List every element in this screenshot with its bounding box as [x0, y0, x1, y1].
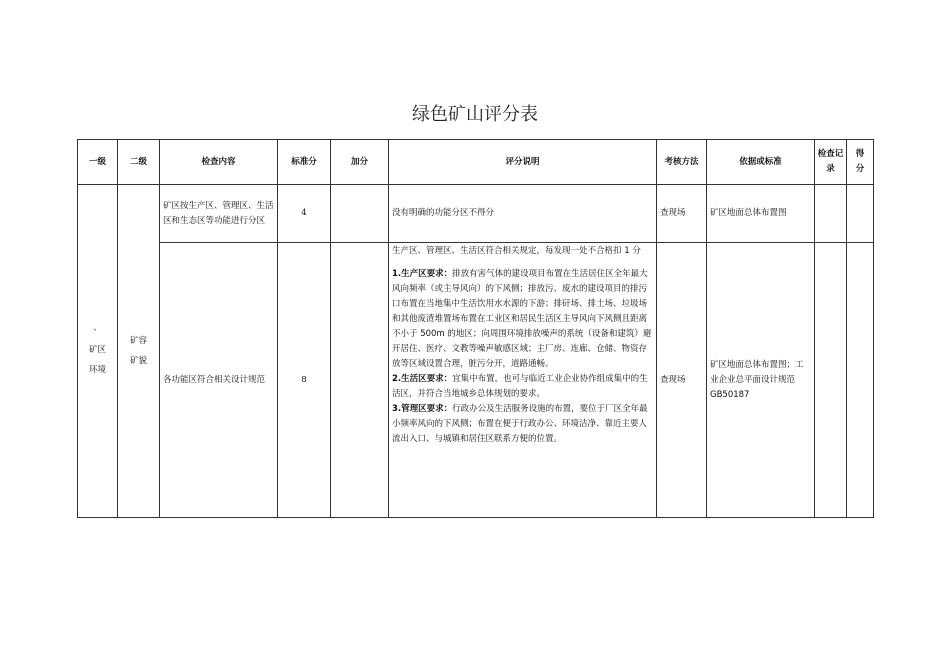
explain-item-living — [392, 372, 653, 402]
table-row — [78, 243, 874, 518]
header-method: 考核方法 — [657, 140, 707, 185]
content-cell: 各功能区符合相关设计规范 — [160, 243, 278, 518]
item-heading: 3.管理区要求： — [392, 404, 453, 414]
explain-item-production — [392, 267, 653, 372]
header-bonus: 加分 — [331, 140, 389, 185]
table-row — [78, 185, 874, 243]
explain-item-management — [392, 402, 653, 447]
item-body: 排放有害气体的建设项目布置在生活居住区全年最大风向频率（或主导风向）的下风侧；排放污、废水的建设项目的排污口布置在当地集中生活饮用水水源的下游；排矸场、排土场、垃圾场和其他废渣堆置场布置在工业区和居民生活区主导风向下风侧且距离不小于 500m 的地区；向周围环境排放噪声的系统（设备和建筑）避开居住、医疗、文教等噪声敏感区域；主厂房、连廊、仓储、物资存放等区域设置合理，脏污分开，道路通畅。 — [392, 269, 652, 369]
header-record: 检查记录 — [815, 140, 847, 185]
content-cell: 矿区按生产区、管理区、生活区和生态区等功能进行分区 — [160, 185, 278, 243]
level1-line1: 矿区 — [88, 345, 106, 355]
method-cell: 查现场 — [657, 185, 707, 243]
item-heading: 2.生活区要求： — [392, 374, 453, 384]
score-cell — [847, 243, 874, 518]
basis-cell: 矿区地面总体布置图；工业企业总平面设计规范 GB50187 — [707, 243, 815, 518]
level2-line1: 矿容 — [129, 336, 147, 346]
bonus-cell — [331, 243, 389, 518]
header-standard: 标准分 — [278, 140, 331, 185]
header-level2: 二级 — [118, 140, 160, 185]
page-title: 绿色矿山评分表 — [412, 104, 538, 125]
header-explain: 评分说明 — [389, 140, 657, 185]
header-content: 检查内容 — [160, 140, 278, 185]
header-level1: 一级 — [78, 140, 118, 185]
method-cell: 查现场 — [657, 243, 707, 518]
explain-cell: 没有明确的功能分区不得分 — [389, 185, 657, 243]
score-cell — [847, 185, 874, 243]
level2-line2: 矿貌 — [129, 356, 147, 366]
item-body: 宜集中布置，也可与临近工业企业协作组成集中的生活区，并符合当地城乡总体规划的要求。 — [392, 374, 648, 399]
header-score: 得分 — [847, 140, 874, 185]
item-body: 行政办公及生活服务设施的布置，要位于厂区全年最小频率风向的下风侧；布置在便于行政办公、环境洁净、靠近主要人流出入口、与城镇和居住区联系方便的位置。 — [392, 404, 648, 444]
level1-line2: 环境 — [88, 365, 106, 375]
record-cell — [815, 185, 847, 243]
standard-cell: 8 — [278, 243, 331, 518]
record-cell — [815, 243, 847, 518]
bonus-cell — [331, 185, 389, 243]
explain-intro: 生产区、管理区、生活区符合相关规定，每发现一处不合格扣 1 分 — [392, 246, 641, 256]
header-basis: 依据或标准 — [707, 140, 815, 185]
standard-cell: 4 — [278, 185, 331, 243]
level1-cell — [78, 185, 118, 518]
item-heading: 1.生产区要求： — [392, 269, 453, 279]
level2-cell — [118, 185, 160, 518]
explain-cell — [389, 243, 657, 518]
level1-mark: 、 — [93, 323, 102, 333]
header-row — [78, 140, 874, 185]
scoring-table — [77, 139, 874, 518]
basis-cell: 矿区地面总体布置图 — [707, 185, 815, 243]
